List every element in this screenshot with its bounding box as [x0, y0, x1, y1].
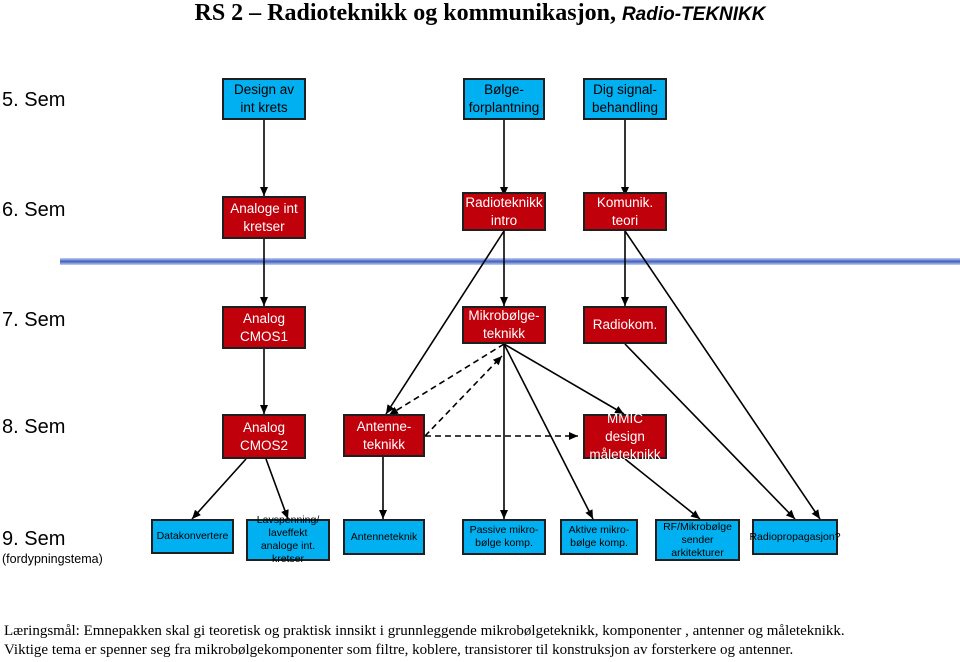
node-analog-cmos2: Analog CMOS2 — [222, 414, 306, 459]
node-mmic: MMIC design måleteknikk — [583, 414, 667, 459]
node-radioteknikk-intro: Radioteknikk intro — [462, 192, 546, 231]
semester-9-sublabel: (fordypningstema) — [2, 552, 103, 566]
node-mikrobolge: Mikrobølge-teknikk — [462, 306, 546, 344]
node-antenneteknik: Antenneteknik — [343, 519, 425, 555]
node-radiokom: Radiokom. — [583, 306, 667, 344]
node-analoge-int: Analoge int kretser — [222, 196, 306, 239]
node-antenne: Antenne-teknikk — [343, 414, 425, 457]
title-main: RS 2 – Radioteknikk og kommunikasjon, — [194, 0, 616, 26]
semester-label-5: 5. Sem — [2, 89, 66, 111]
node-radiopropagasjon: Radiopropagasjon? — [752, 519, 838, 555]
semester-label-9: 9. Sem — [2, 528, 66, 550]
node-passive: Passive mikro-bølge komp. — [462, 519, 546, 555]
node-aktive: Aktive mikro-bølge komp. — [560, 519, 638, 555]
semester-label-8: 8. Sem — [2, 416, 66, 438]
footer-line-1: Læringsmål: Emnepakken skal gi teoretisk og praktisk innsikt i grunnleggende mikrobølgeteknikk, komponenter , antenner og måleteknikk. — [4, 623, 845, 639]
semester-label-7: 7. Sem — [2, 309, 66, 331]
semester-divider — [60, 258, 960, 265]
node-datakonvertere: Datakonvertere — [151, 519, 234, 554]
node-komunik-teori: Komunik. teori — [583, 192, 667, 231]
node-dig-signal: Dig signal-behandling — [583, 78, 667, 120]
node-bolge-forplantning: Bølge-forplantning — [463, 78, 545, 120]
node-design-int-krets: Design av int krets — [222, 78, 306, 120]
node-rf-mikrobolge: RF/Mikrobølge sender arkitekturer — [655, 519, 740, 561]
title-sub: Radio-TEKNIKK — [621, 4, 766, 25]
semester-label-6: 6. Sem — [2, 199, 66, 221]
node-lavspenning: Lavspenning/ laveffekt analoge int. kretser — [246, 519, 330, 561]
footer-line-2: Viktige tema er spenner seg fra mikrobølgekomponenter som filtre, koblere, transistorer til konstruksjon av forsterkere og antenner. — [4, 642, 794, 658]
node-analog-cmos1: Analog CMOS1 — [222, 306, 306, 349]
